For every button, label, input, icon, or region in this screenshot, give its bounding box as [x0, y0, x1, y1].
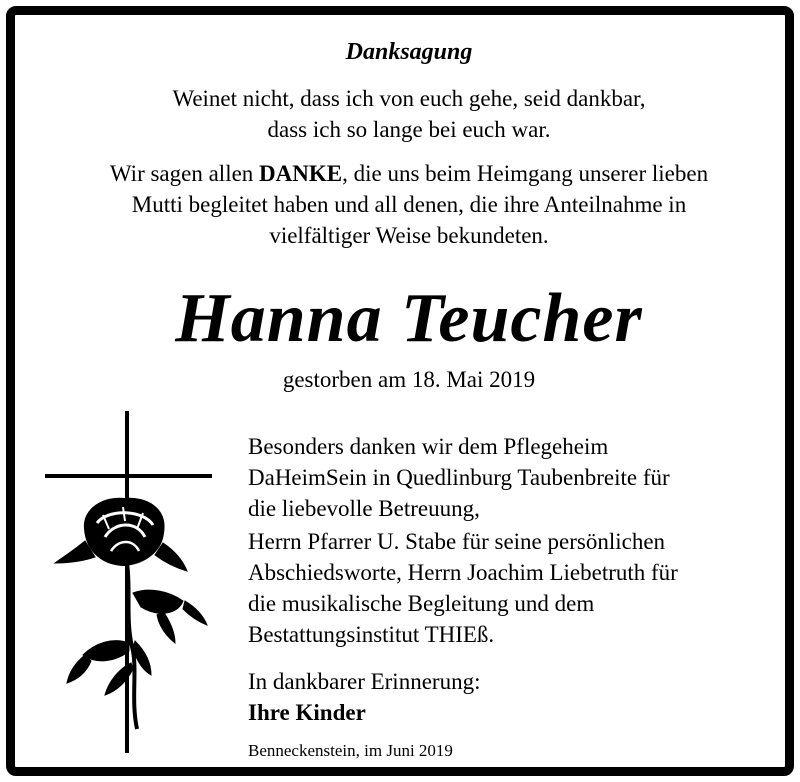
thanks-pre: Wir sagen allen: [109, 161, 260, 186]
special-thanks-line-2: DaHeimSein in Quedlinburg Taubenbreite für: [248, 465, 670, 490]
rose-icon: [55, 499, 207, 729]
signature: Ihre Kinder: [248, 700, 366, 725]
motto-line-1: Weinet nicht, dass ich von euch gehe, seid dankbar,: [172, 86, 646, 111]
special-thanks-line-6: die musikalische Begleitung und dem: [248, 591, 595, 616]
special-thanks-line-7: Bestattungsinstitut THIEß.: [248, 622, 495, 647]
special-thanks-line-5: Abschiedsworte, Herrn Joachim Liebetruth für: [248, 560, 678, 585]
thanks-danke: DANKE: [259, 161, 343, 186]
special-thanks-line-1: Besonders danken wir dem Pflegeheim: [248, 434, 609, 459]
heading: Danksagung: [345, 39, 473, 65]
thanks-line-1: [15, 158, 800, 189]
deceased-name: Hanna Teucher: [175, 280, 643, 357]
closing-line: In dankbarer Erinnerung:: [248, 669, 481, 694]
special-thanks-line-4: Herrn Pfarrer U. Stabe für seine persönlichen: [248, 529, 666, 554]
motto-line-2: dass ich so lange bei euch war.: [267, 117, 551, 142]
cross-and-rose-art: [45, 411, 220, 756]
place-date: Benneckenstein, im Juni 2019: [248, 741, 453, 760]
thanks-line-3: vielfältiger Weise bekundeten.: [269, 223, 549, 248]
thanks-post: , die uns beim Heimgang unserer lieben: [342, 161, 709, 186]
death-note: gestorben am 18. Mai 2019: [282, 367, 536, 392]
special-thanks-line-3: die liebevolle Betreuung,: [248, 496, 480, 521]
obituary-card: [6, 6, 794, 776]
thanks-line-2: Mutti begleitet haben und all denen, die ihre Anteilnahme in: [131, 192, 687, 217]
